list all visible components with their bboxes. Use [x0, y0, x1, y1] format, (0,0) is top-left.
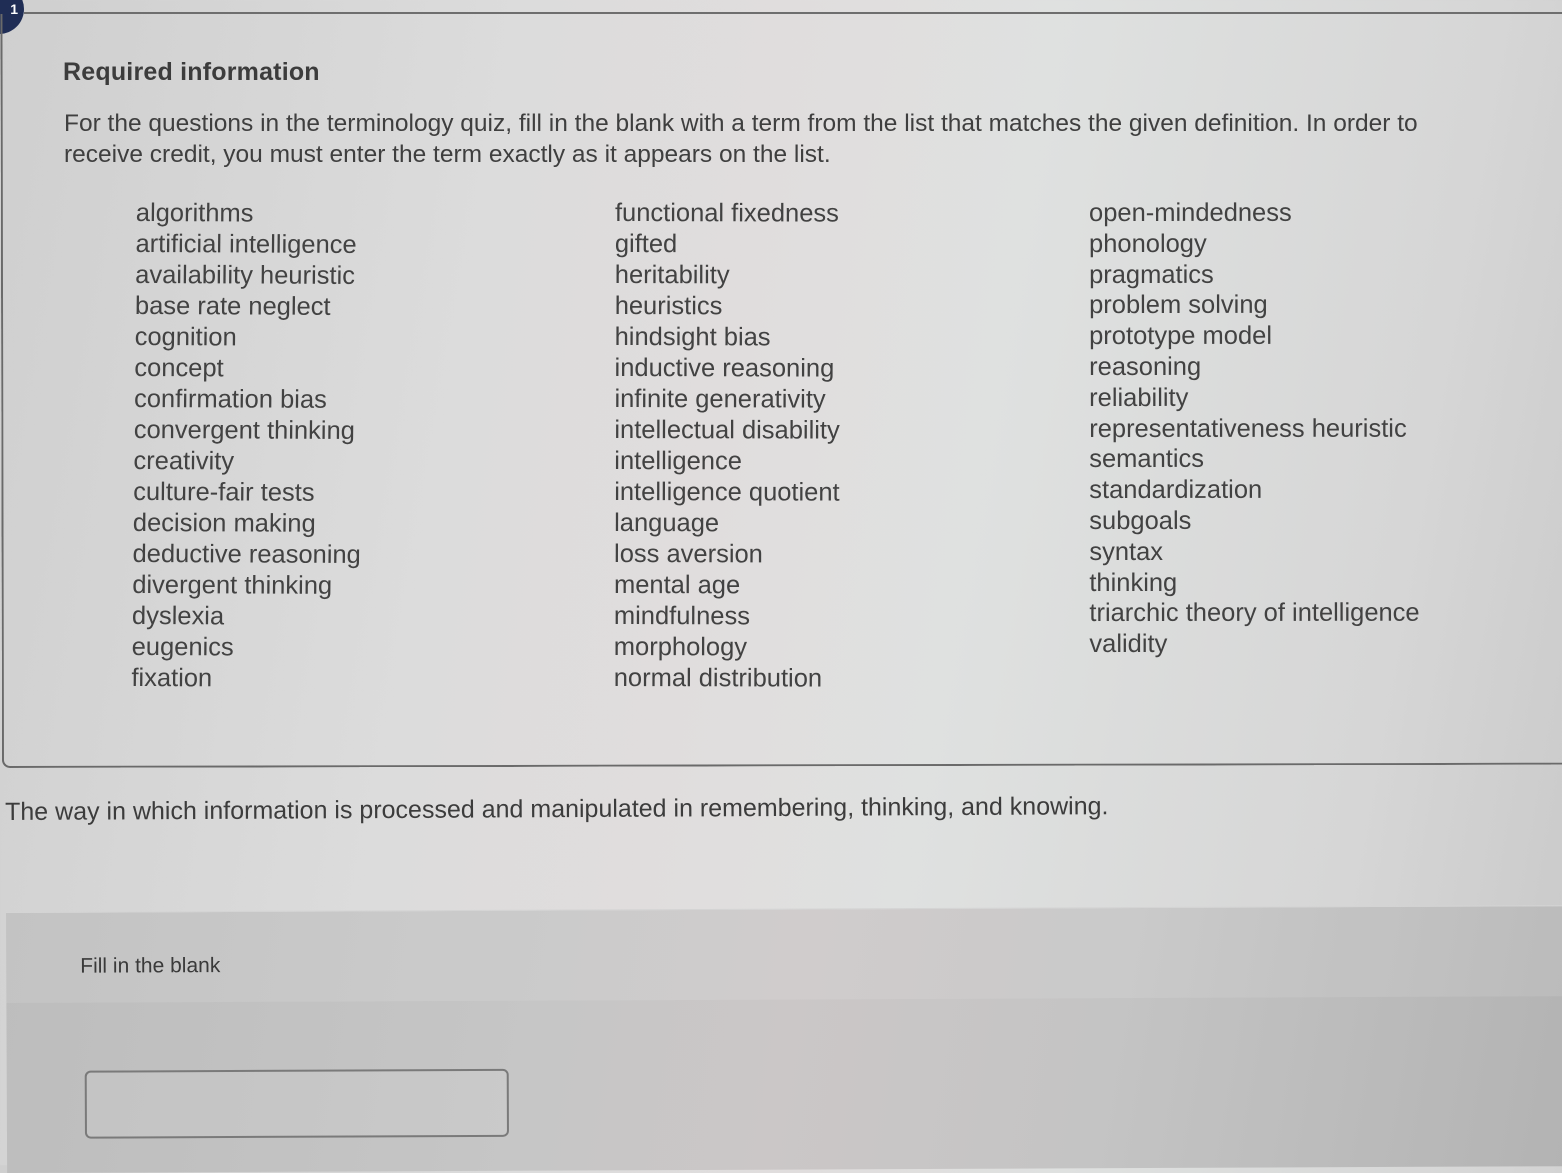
term-item: infinite generativity [614, 384, 826, 414]
term-item: intellectual disability [614, 415, 840, 445]
term-item: confirmation bias [133, 384, 327, 414]
term-item: cognition [134, 322, 237, 352]
term-item: triarchic theory of intelligence [1089, 599, 1420, 628]
term-list-column-3 [1089, 198, 1420, 660]
term-item: prototype model [1089, 322, 1272, 351]
term-item: problem solving [1089, 291, 1268, 320]
term-item: language [614, 508, 720, 538]
term-item: functional fixedness [614, 199, 839, 228]
term-item: representativeness heuristic [1089, 414, 1407, 443]
term-item: normal distribution [613, 663, 823, 693]
term-item: divergent thinking [132, 570, 333, 600]
term-item: heuristics [614, 291, 723, 321]
term-item: creativity [133, 446, 235, 476]
term-item: gifted [614, 229, 678, 259]
term-item: semantics [1089, 445, 1205, 474]
term-item: availability heuristic [135, 260, 356, 290]
term-list-column-1 [131, 198, 364, 695]
term-item: morphology [613, 632, 748, 662]
term-item: dyslexia [131, 601, 225, 631]
term-item: open-mindedness [1089, 198, 1292, 227]
term-item: eugenics [131, 632, 234, 662]
term-item: subgoals [1089, 506, 1192, 535]
term-item: phonology [1089, 229, 1207, 258]
term-item: pragmatics [1089, 260, 1214, 289]
term-item: intelligence [614, 446, 742, 476]
term-item: standardization [1089, 476, 1263, 505]
instructions-text: For the questions in the terminology quiz, fill in the blank with a term from the list that matches the given definition. In order to receive credit, you must enter the term exactly as it appears on the list. [64, 110, 1418, 168]
term-item: convergent thinking [133, 415, 356, 445]
question-prompt: The way in which information is processed and manipulated in remembering, thinking, and knowing. [5, 792, 1109, 826]
term-item: intelligence quotient [614, 477, 840, 507]
answer-panel-header [6, 906, 1562, 1003]
term-item: reasoning [1089, 352, 1202, 381]
answer-input[interactable] [85, 1069, 509, 1139]
term-item: loss aversion [614, 539, 763, 569]
term-item: fixation [131, 663, 213, 693]
term-item: concept [134, 353, 224, 383]
term-item: culture-fair tests [133, 477, 315, 507]
question-number: 1 [10, 1, 18, 17]
term-item: artificial intelligence [135, 229, 357, 259]
term-item: mental age [613, 570, 741, 600]
term-item: inductive reasoning [614, 353, 835, 383]
term-item: algorithms [135, 198, 254, 228]
fill-in-the-blank-label: Fill in the blank [80, 954, 221, 978]
term-list-column-2 [614, 198, 841, 695]
term-item: heritability [614, 260, 730, 290]
required-information-title: Required information [63, 58, 320, 86]
term-item: reliability [1089, 383, 1189, 412]
term-item: base rate neglect [134, 291, 331, 321]
term-item: thinking [1089, 568, 1178, 597]
term-item: syntax [1089, 537, 1164, 566]
term-item: decision making [132, 508, 316, 538]
term-item: hindsight bias [614, 322, 771, 352]
term-item: validity [1089, 630, 1168, 659]
term-item: deductive reasoning [132, 539, 361, 569]
term-item: mindfulness [613, 601, 751, 631]
answer-panel [6, 905, 1562, 1173]
